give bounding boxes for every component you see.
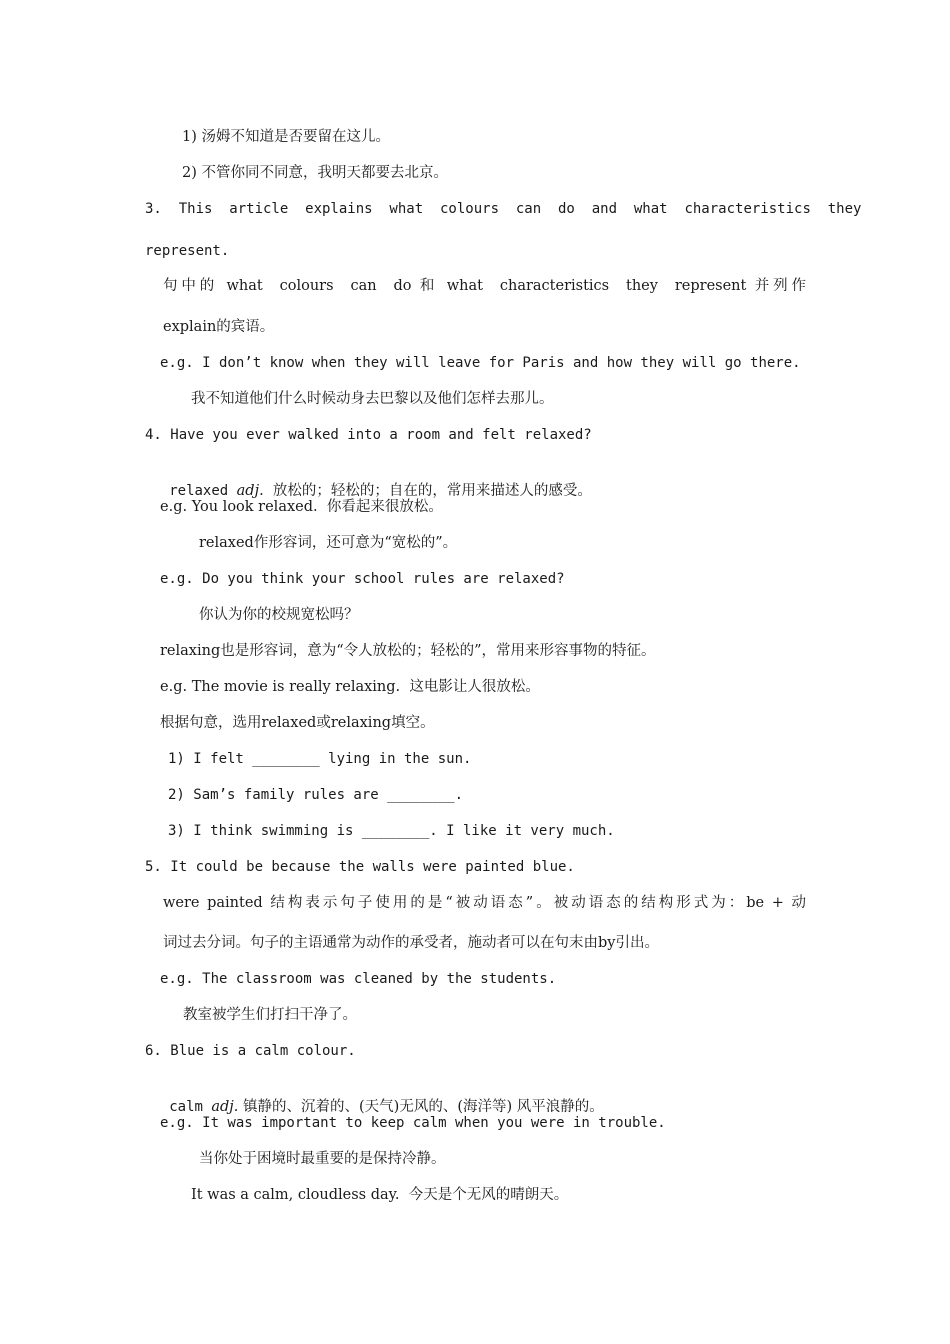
line-7: e.g. I don’t know when they will leave for Paris and how they will go there. xyxy=(160,355,801,371)
line-5: 句中的 what colours can do 和 what characteristics they represent 并列作 xyxy=(163,278,806,294)
line-23: 词过去分词。句子的主语通常为动作的承受者，施动者可以在句末由by引出。 xyxy=(163,935,659,951)
pos-adj: adj. xyxy=(211,1099,239,1115)
line-16: e.g. The movie is really relaxing. 这电影让人很放松。 xyxy=(160,679,540,695)
line-27 xyxy=(160,1077,604,1117)
line-8: 我不知道他们什么时候动身去巴黎以及他们怎样去那儿。 xyxy=(191,391,554,407)
line-26: 6. Blue is a calm colour. xyxy=(145,1043,356,1059)
line-9: 4. Have you ever walked into a room and felt relaxed? xyxy=(145,427,592,443)
line-30: It was a calm, cloudless day. 今天是个无风的晴朗天。 xyxy=(191,1187,569,1203)
line-3: 3. This article explains what colours can do and what characteristics they xyxy=(145,201,862,217)
term-calm: calm xyxy=(169,1099,212,1115)
line-20: 3) I think swimming is ________. I like it very much. xyxy=(168,823,615,839)
line-24: e.g. The classroom was cleaned by the students. xyxy=(160,971,557,987)
line-21: 5. It could be because the walls were painted blue. xyxy=(145,859,575,875)
line-4: represent. xyxy=(145,243,230,259)
definition-relaxed: 放松的；轻松的；自在的，常用来描述人的感受。 xyxy=(263,483,592,499)
line-12: relaxed作形容词，还可意为“宽松的”。 xyxy=(199,535,458,551)
term-relaxed: relaxed xyxy=(169,483,237,499)
line-29: 当你处于困境时最重要的是保持冷静。 xyxy=(199,1151,446,1167)
line-6: explain的宾语。 xyxy=(163,319,275,335)
line-10 xyxy=(160,461,592,501)
line-28: e.g. It was important to keep calm when you were in trouble. xyxy=(160,1115,666,1131)
definition-calm: 镇静的、沉着的、(天气)无风的、(海洋等) 风平浪静的。 xyxy=(238,1099,604,1115)
line-15: relaxing也是形容词，意为“令人放松的；轻松的”，常用来形容事物的特征。 xyxy=(160,643,656,659)
line-25: 教室被学生们打扫干净了。 xyxy=(183,1007,357,1023)
line-14: 你认为你的校规宽松吗？ xyxy=(199,607,359,623)
line-19: 2) Sam’s family rules are ________. xyxy=(168,787,464,803)
pos-adj: adj. xyxy=(236,483,264,499)
line-13: e.g. Do you think your school rules are relaxed? xyxy=(160,571,565,587)
line-22: were painted 结构表示句子使用的是“被动语态”。被动语态的结构形式为：be + 动 xyxy=(163,895,806,911)
line-11: e.g. You look relaxed. 你看起来很放松。 xyxy=(160,499,443,515)
line-18: 1) I felt ________ lying in the sun. xyxy=(168,751,472,767)
line-2: 2) 不管你同不同意，我明天都要去北京。 xyxy=(182,165,448,181)
line-17: 根据句意，选用relaxed或relaxing填空。 xyxy=(160,715,435,731)
line-1: 1) 汤姆不知道是否要留在这儿。 xyxy=(182,129,390,145)
